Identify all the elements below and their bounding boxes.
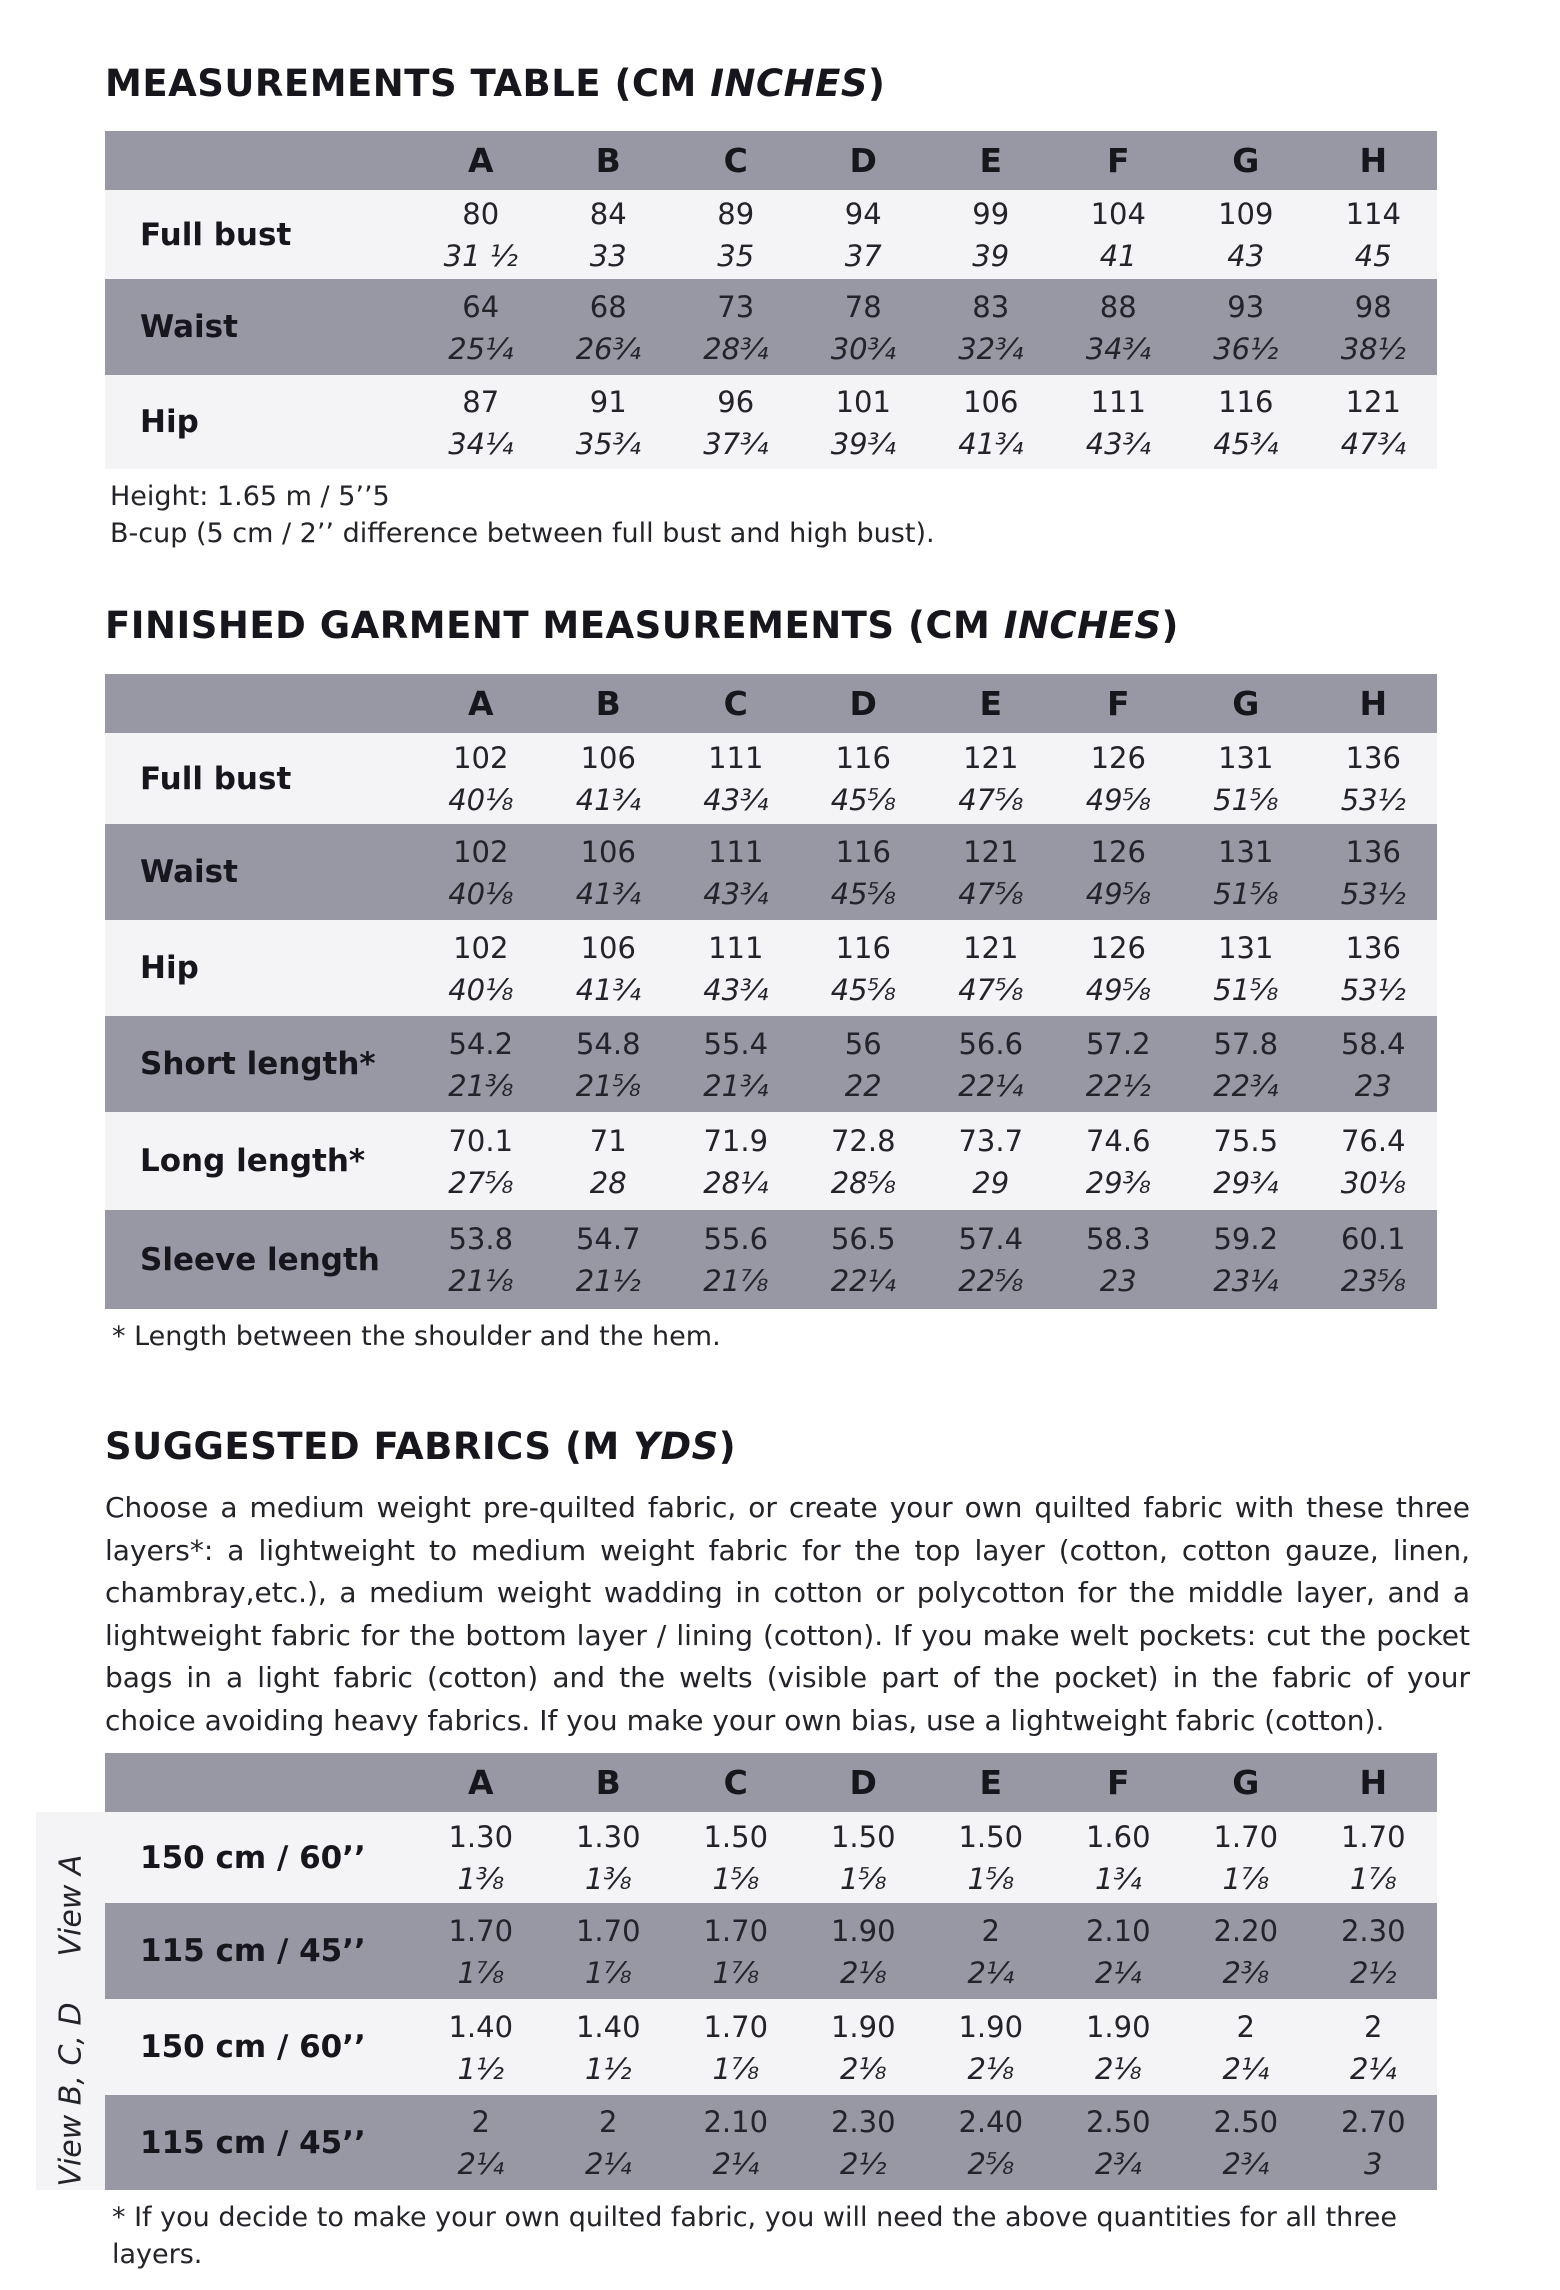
size-header: E <box>979 1763 1003 1802</box>
measurements-title: MEASUREMENTS TABLE (CM INCHES) <box>105 62 886 105</box>
view-bcd-label: View B, C, D <box>36 1999 106 2190</box>
size-header: D <box>849 684 877 723</box>
size-header: E <box>979 141 1003 180</box>
row-label: 150 cm / 60’’ <box>140 1839 366 1876</box>
height-note: Height: 1.65 m / 5’’5 <box>110 481 390 512</box>
table-row: Hip 87 34¼ 91 35¾ 96 37¾ 101 39¾ 106 41¾ 111 43¾ 116 45¾ 121 47¾ <box>105 375 1437 469</box>
row-label: 115 cm / 45’’ <box>140 2124 366 2161</box>
size-header: A <box>467 1763 494 1802</box>
table-row: Hip 102 40⅛ 106 41¾ 111 43¾ 116 45⅝ 121 47⅝ 126 49⅝ 131 51⅝ 136 53½ <box>105 920 1437 1016</box>
fabrics-table <box>105 1753 1437 2190</box>
size-header-row <box>105 1753 1437 1812</box>
row-label: Full bust <box>140 216 292 253</box>
row-label: Hip <box>140 404 199 440</box>
row-label: Hip <box>140 950 199 986</box>
size-header-row <box>105 131 1437 190</box>
row-label: 150 cm / 60’’ <box>140 2029 366 2065</box>
row-label: 115 cm / 45’’ <box>140 1933 366 1969</box>
finished-section <box>105 604 1485 647</box>
table-row: Waist 102 40⅛ 106 41¾ 111 43¾ 116 45⅝ 121 47⅝ 126 49⅝ 131 51⅝ 136 53½ <box>105 824 1437 920</box>
table-row: 150 cm / 60’’ 1.40 1½ 1.40 1½ 1.70 1⅞ 1.90 2⅛ 1.90 2⅛ 1.90 2⅛ 2 2¼ 2 2¼ <box>105 1999 1437 2095</box>
size-header: C <box>723 684 748 723</box>
table-row: 115 cm / 45’’ 2 2¼ 2 2¼ 2.10 2¼ 2.30 2½ 2.40 2⅝ 2.50 2¾ 2.50 2¾ 2.70 3 <box>105 2095 1437 2190</box>
size-header: G <box>1232 1763 1260 1802</box>
length-note: * Length between the shoulder and the hem. <box>112 1321 721 1352</box>
row-label: Waist <box>140 309 238 345</box>
table-row: 115 cm / 45’’ 1.70 1⅞ 1.70 1⅞ 1.70 1⅞ 1.90 2⅛ 2 2¼ 2.10 2¼ 2.20 2⅜ 2.30 2½ <box>105 1903 1437 1999</box>
row-label: Sleeve length <box>140 1241 380 1278</box>
finished-title: FINISHED GARMENT MEASUREMENTS (CM INCHES) <box>105 604 1179 647</box>
table-row: Waist 64 25¼ 68 26¾ 73 28¾ 78 30¾ 83 32¾ 88 34¾ 93 36½ 98 38½ <box>105 279 1437 375</box>
measurements-section <box>105 62 1485 105</box>
size-header: D <box>849 1763 877 1802</box>
size-header: G <box>1232 684 1260 723</box>
table-row: Long length* 70.1 27⅝ 71 28 71.9 28¼ 72.8 28⅝ 73.7 29 74.6 29⅜ 75.5 29¾ 76.4 30⅛ <box>105 1112 1437 1210</box>
table-row: Full bust 102 40⅛ 106 41¾ 111 43¾ 116 45⅝ 121 47⅝ 126 49⅝ 131 51⅝ 136 53½ <box>105 733 1437 824</box>
size-header: C <box>723 1763 748 1802</box>
cup-note: B-cup (5 cm / 2’’ difference between full bust and high bust). <box>110 518 935 549</box>
size-header: H <box>1359 684 1388 723</box>
row-label: Full bust <box>140 760 292 797</box>
size-header: B <box>595 141 621 180</box>
size-header: A <box>467 684 494 723</box>
size-header: E <box>979 684 1003 723</box>
measurements-table <box>105 131 1437 469</box>
table-row: Full bust 80 31 ½ 84 33 89 35 94 37 99 39 104 41 109 43 114 45 <box>105 190 1437 279</box>
size-header: C <box>723 141 748 180</box>
size-header: F <box>1106 141 1130 180</box>
quilt-note: * If you decide to make your own quilted fabric, you will need the above quantities for all three layers. <box>112 2202 1398 2270</box>
size-header: H <box>1359 141 1388 180</box>
fabrics-title: SUGGESTED FABRICS (M YDS) <box>105 1425 737 1468</box>
view-a-label: View A <box>36 1812 106 1999</box>
size-header: B <box>595 684 621 723</box>
table-row: Sleeve length 53.8 21⅛ 54.7 21½ 55.6 21⅞ 56.5 22¼ 57.4 22⅝ 58.3 23 59.2 23¼ 60.1 23⅝ <box>105 1210 1437 1309</box>
fabrics-section <box>105 1425 1485 1468</box>
size-header: G <box>1232 141 1260 180</box>
finished-table <box>105 674 1437 1309</box>
size-header: A <box>467 141 494 180</box>
fabrics-description: Choose a medium weight pre-quilted fabric, or create your own quilted fabric with these three layers*: a lightweight to medium weight fabric for the top layer (cotton, cotton gauze, linen, chambray,etc.), a medium weight wadding in cotton or polycotton for the middle layer, and a lightweight fabric for the bottom layer / lining (cotton). If you make welt pockets: cut the pocket bags in a light fabric (cotton) and the welts (visible part of the pocket) in the fabric of your choice avoiding heavy fabrics. If you make your own bias, use a lightweight fabric (cotton). <box>105 1491 1470 1737</box>
row-label: Short length* <box>140 1046 376 1082</box>
table-row: 150 cm / 60’’ 1.30 1⅜ 1.30 1⅜ 1.50 1⅝ 1.50 1⅝ 1.50 1⅝ 1.60 1¾ 1.70 1⅞ 1.70 1⅞ <box>105 1812 1437 1903</box>
size-header: H <box>1359 1763 1388 1802</box>
size-header-row <box>105 674 1437 733</box>
size-header: B <box>595 1763 621 1802</box>
row-label: Waist <box>140 854 238 890</box>
table-row: Short length* 54.2 21⅜ 54.8 21⅝ 55.4 21¾ 56 22 56.6 22¼ 57.2 22½ 57.8 22¾ 58.4 23 <box>105 1016 1437 1112</box>
size-header: F <box>1106 1763 1130 1802</box>
size-header: D <box>849 141 877 180</box>
row-label: Long length* <box>140 1143 366 1179</box>
size-header: F <box>1106 684 1130 723</box>
